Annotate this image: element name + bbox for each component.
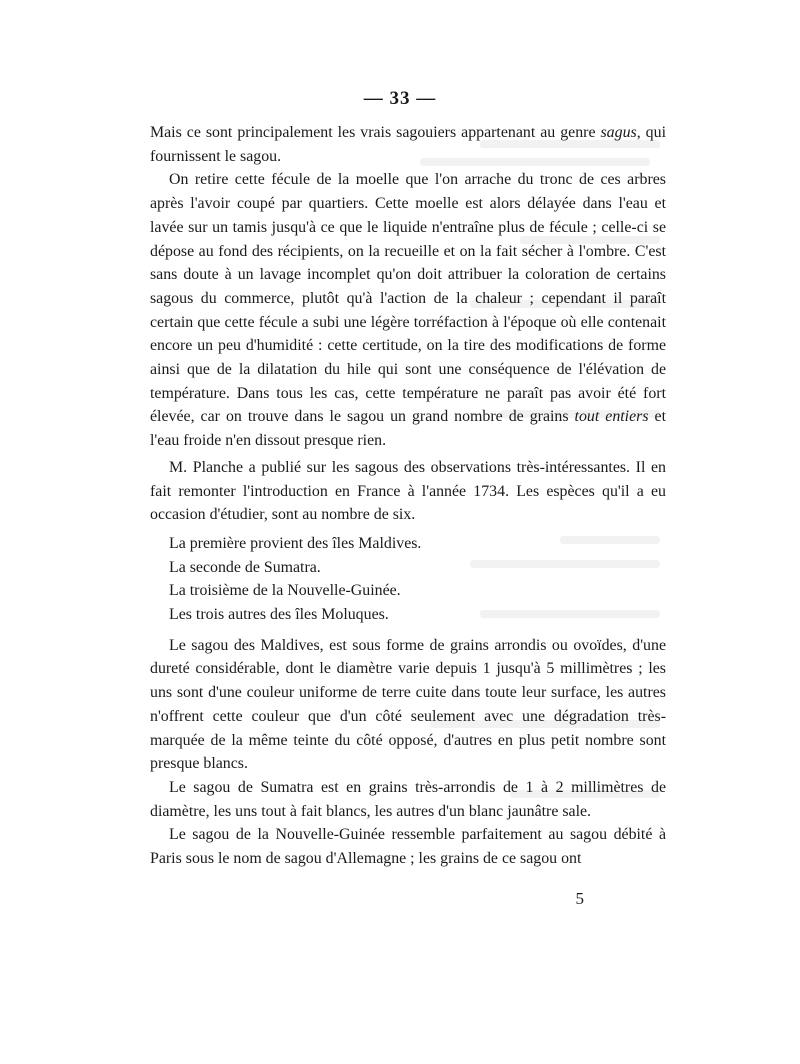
species-list (169, 532, 666, 627)
page-number: — 33 — (363, 88, 437, 109)
emphasis-tout-entiers: tout entiers (574, 408, 649, 426)
paragraph-maldives: Le sagou des Maldives, est sous forme de grains arrondis ou ovoïdes, d'une dureté considérable, dont le diamètre varie depuis 1 jusqu'à 5 millimètres ; les uns sont d'une couleur uniforme de terre cuite dans toute leur surface, les autres n'offrent cette couleur que d'un côté seulement avec une dégradation très-marquée de la même teinte du côté opposé, d'autres en plus petit nombre sont presque blancs. (150, 636, 666, 773)
paragraph-2: On retire cette fécule de la moelle que l'on arrache du tronc de ces arbres après l'avoir coupé par quartiers. Cette moelle est alors délayée dans l'eau et lavée sur un tamis jusqu'à ce que le liquide n'entraîne plus de fécule ; celle-ci se dépose au fond des récipients, on la recueille et on la fait sécher à l'ombre. C'est sans doute à un lavage incomplet qu'on doit attribuer la coloration de certains sagous du commerce, plutôt qu'à l'action de la chaleur ; cependant il paraît certain que cette fécule a subi une légère torréfaction à l'époque où elle contenait encore un peu d'humidité : cette certitude, on la tire des modifications de forme ainsi que de la dilatation du hile qui sont une conséquence de l'élévation de température. Dans tous les cas, cette température ne paraît pas avoir été fort élevée, car on trouve dans le sagou un grand nombre de grains tout entiers et l'eau froide n'en dissout presque rien. (150, 171, 666, 450)
list-item: La seconde de Sumatra. (169, 558, 321, 576)
paragraph-3: M. Planche a publié sur les sagous des observations très-intéressantes. Il en fait remonter l'introduction en France à l'année 1734. Les espèces qu'il a eu occasion d'étudier, sont au nombre de six. (150, 458, 666, 524)
paragraph-nouvelle-guinee: Le sagou de la Nouvelle-Guinée ressemble parfaitement au sagou débité à Paris sous le nom de sagou d'Allemagne ; les grains de ce sagou ont (150, 826, 666, 868)
paragraph-1: Mais ce sont principalement les vrais sagouiers appartenant au genre sagus, qui fournissent le sagou. (150, 124, 666, 165)
list-item: La première provient des îles Maldives. (169, 534, 422, 552)
signature-mark: 5 (575, 889, 584, 908)
genus-name: sagus (600, 124, 637, 141)
body-text (150, 121, 666, 871)
list-item: La troisième de la Nouvelle-Guinée. (169, 582, 401, 600)
paragraph-sumatra: Le sagou de Sumatra est en grains très-arrondis de 1 à 2 millimètres de diamètre, les uns tout à fait blancs, les autres d'un blanc jaunâtre sale. (150, 778, 666, 820)
list-item: Les trois autres des îles Moluques. (169, 606, 389, 624)
page-number-header (0, 88, 800, 110)
